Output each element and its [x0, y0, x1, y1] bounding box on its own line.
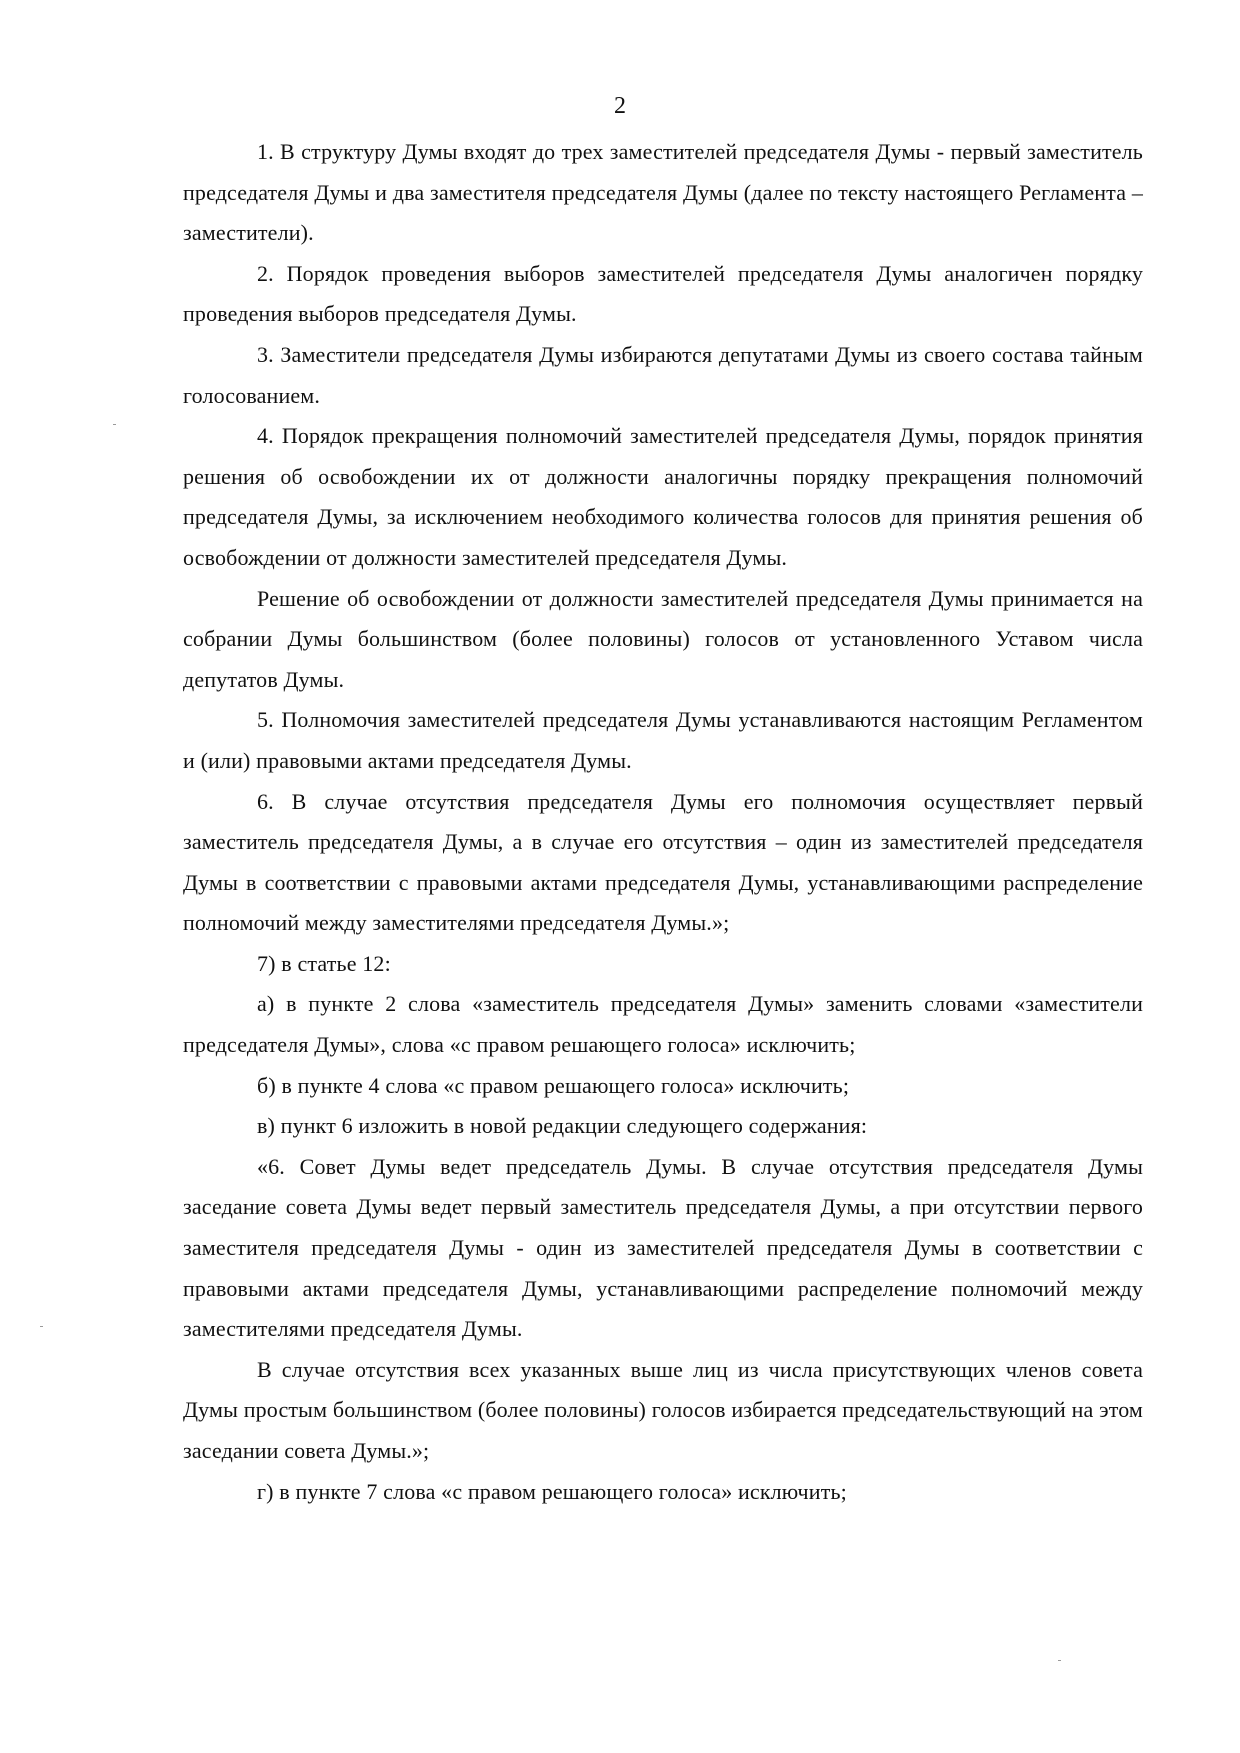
scan-speck — [40, 1326, 43, 1327]
scan-speck — [1058, 1660, 1061, 1661]
paragraph: Решение об освобождении от должности заместителей председателя Думы принимается на собрании Думы большинством (более половины) голосов от установленного Уставом числа депутатов Думы. — [183, 585, 1143, 692]
paragraph: В случае отсутствия всех указанных выше лиц из числа присутствующих членов совета Думы простым большинством (более половины) голосов избирается председательствующий на этом заседании совета Думы.»; — [183, 1356, 1143, 1463]
paragraph: г) в пункте 7 слова «с правом решающего голоса» исключить; — [257, 1478, 847, 1504]
paragraph: «6. Совет Думы ведет председатель Думы. В случае отсутствия председателя Думы заседание совета Думы ведет первый заместитель председателя Думы, а при отсутствии первого заместителя председателя Думы - один из заместителей председателя Думы в соответствии с правовыми актами председателя Думы, устанавливающими распределение полномочий между заместителями председателя Думы. — [183, 1153, 1143, 1342]
paragraph: 7) в статье 12: — [257, 950, 391, 976]
paragraph: 3. Заместители председателя Думы избираются депутатами Думы из своего состава тайным голосованием. — [183, 341, 1143, 408]
paragraph: 4. Порядок прекращения полномочий заместителей председателя Думы, порядок принятия решения об освобождении их от должности аналогичны порядку прекращения полномочий председателя Думы, за исключением необходимого количества голосов для принятия решения об освобождении от должности заместителей председателя Думы. — [183, 423, 1143, 570]
paragraph: 5. Полномочия заместителей председателя Думы устанавливаются настоящим Регламентом и (или) правовыми актами председателя Думы. — [183, 707, 1143, 773]
paragraph: б) в пункте 4 слова «с правом решающего голоса» исключить; — [257, 1072, 850, 1098]
document-body — [183, 132, 1143, 1512]
paragraph: 1. В структуру Думы входят до трех заместителей председателя Думы - первый заместитель председателя Думы и два заместителя председателя Думы (далее по тексту настоящего Регламента – заместители). — [183, 139, 1143, 246]
page-number: 2 — [614, 93, 626, 119]
scan-speck — [113, 424, 116, 425]
paragraph: а) в пункте 2 слова «заместитель председателя Думы» заменить словами «заместители председателя Думы», слова «с правом решающего голоса» исключить; — [183, 991, 1143, 1058]
paragraph: 2. Порядок проведения выборов заместителей председателя Думы аналогичен порядку проведения выборов председателя Думы. — [183, 260, 1143, 327]
paragraph: в) пункт 6 изложить в новой редакции следующего содержания: — [257, 1113, 868, 1139]
paragraph: 6. В случае отсутствия председателя Думы его полномочия осуществляет первый заместитель председателя Думы, а в случае его отсутствия – один из заместителей председателя Думы в соответствии с правовыми актами председателя Думы, устанавливающими распределение полномочий между заместителями председателя Думы.»; — [183, 788, 1143, 936]
